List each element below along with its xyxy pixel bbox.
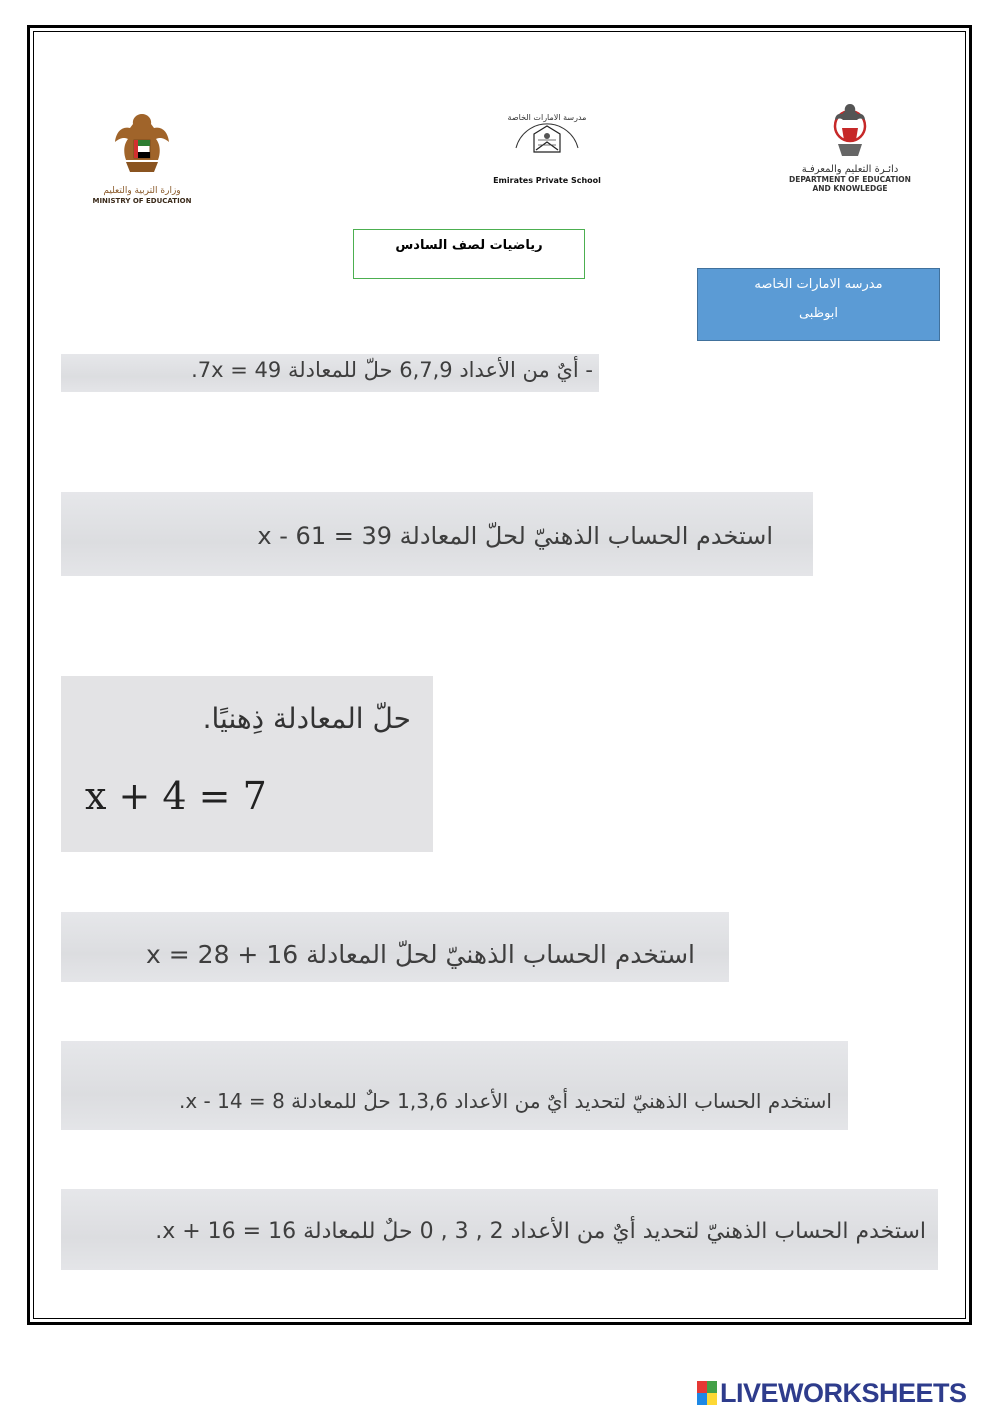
worksheet-title: رياضيات لصف السادس — [353, 229, 585, 279]
school-name-box — [697, 268, 940, 341]
abu-dhabi-falcon-icon — [830, 98, 870, 160]
question-6-image — [61, 1189, 938, 1270]
brand-square-4 — [707, 1393, 717, 1405]
question-6-text: استخدم الحساب الذهنيّ لتحديد أيٌ من الأعداد 2 , 3 , 0 حلٌ للمعادلة 16 = 16 + x. — [155, 1219, 926, 1244]
liveworksheets-brand — [697, 1378, 967, 1408]
question-2-text: استخدم الحساب الذهنيّ لحلّ المعادلة 39 = x - 61 — [257, 522, 773, 550]
adek-arabic-name: دائـرة التعليم والمعرفـة — [801, 164, 899, 175]
question-1-text: - أيٌ من الأعداد 6,7,9 حلّ للمعادلة 49 = 7x. — [191, 358, 593, 382]
school-name-line2: ابوظبى — [798, 306, 839, 321]
question-4-text: استخدم الحساب الذهنيّ لحلّ المعادلة 16 + x = 28 — [146, 940, 695, 969]
eps-english-name: Emirates Private School — [493, 176, 601, 185]
brand-square-2 — [707, 1381, 717, 1393]
falcon-emblem-icon — [112, 110, 172, 182]
liveworksheets-logo-icon — [697, 1381, 717, 1405]
liveworksheets-wordmark: LIVEWORKSHEETS — [720, 1377, 967, 1408]
adek-english-name-line1: DEPARTMENT OF EDUCATION — [789, 175, 911, 184]
school-crest-icon — [504, 100, 590, 172]
question-3-image — [61, 676, 433, 852]
question-2-image — [61, 492, 813, 576]
school-name-line1: مدرسه الامارات الخاصه — [754, 277, 883, 292]
moe-arabic-name: وزارة التربية والتعليم — [103, 186, 181, 196]
adek-logo — [780, 98, 920, 193]
brand-square-1 — [697, 1381, 707, 1393]
question-5-text: استخدم الحساب الذهنيّ لتحديد أيٌ من الأعداد 1,3,6 حلٌ للمعادلة 8 = x - 14. — [179, 1089, 832, 1113]
school-crest-arabic-text: مدرسة الامارات الخاصة — [507, 113, 587, 122]
emirates-private-school-logo — [492, 100, 602, 185]
question-3-equation: x + 4 = 7 — [85, 774, 267, 818]
question-1-image — [61, 354, 599, 392]
question-5-image — [61, 1041, 848, 1130]
adek-english-name-line2: AND KNOWLEDGE — [812, 184, 888, 193]
question-3-instruction: حلّ المعادلة ذِهنيًا. — [202, 702, 411, 735]
ministry-of-education-logo — [82, 110, 202, 206]
moe-english-name: MINISTRY OF EDUCATION — [92, 197, 192, 205]
brand-square-3 — [697, 1393, 707, 1405]
question-4-image — [61, 912, 729, 982]
